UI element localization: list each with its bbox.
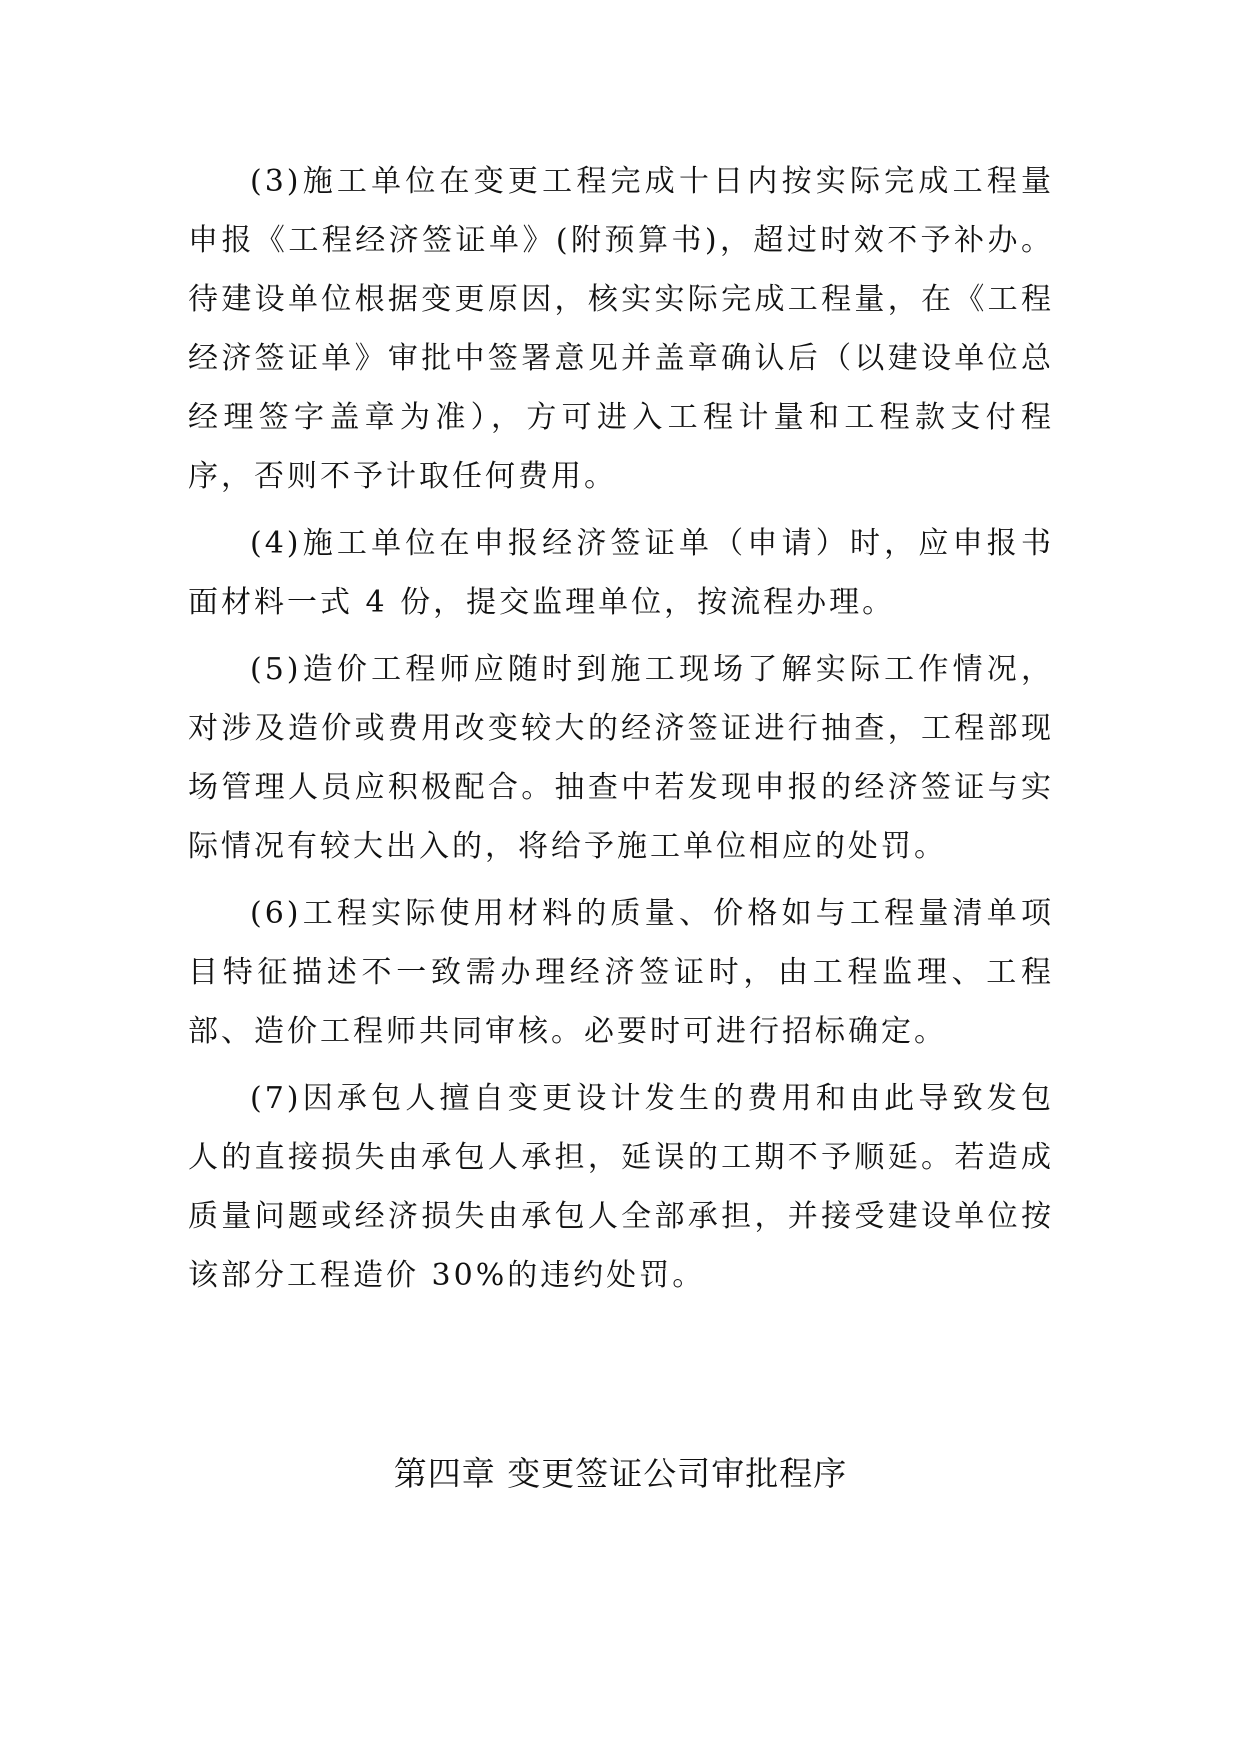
paragraph-item-3: (3)施工单位在变更工程完成十日内按实际完成工程量申报《工程经济签证单》(附预算书)，超过时效不予补办。待建设单位根据变更原因，核实实际完成工程量，在《工程经济签证单》审批中签署意见并盖章确认后（以建设单位总经理签字盖章为准），方可进入工程计量和工程款支付程序，否则不予计取任何费用。 bbox=[188, 164, 1054, 494]
chapter-heading: 第四章 变更签证公司审批程序 bbox=[393, 1454, 848, 1493]
paragraph-item-4: (4)施工单位在申报经济签证单（申请）时，应申报书面材料一式 4 份，提交监理单位，按流程办理。 bbox=[188, 526, 1054, 620]
paragraph-item-7: (7)因承包人擅自变更设计发生的费用和由此导致发包人的直接损失由承包人承担，延误的工期不予顺延。若造成质量问题或经济损失由承包人全部承担，并接受建设单位按该部分工程造价 30%的违约处罚。 bbox=[188, 1081, 1054, 1293]
body-text bbox=[188, 152, 1054, 1305]
paragraph-item-6: (6)工程实际使用材料的质量、价格如与工程量清单项目特征描述不一致需办理经济签证时，由工程监理、工程部、造价工程师共同审核。必要时可进行招标确定。 bbox=[188, 896, 1054, 1049]
paragraph-item-5: (5)造价工程师应随时到施工现场了解实际工作情况，对涉及造价或费用改变较大的经济签证进行抽查，工程部现场管理人员应积极配合。抽查中若发现申报的经济签证与实际情况有较大出入的，将给予施工单位相应的处罚。 bbox=[188, 652, 1054, 864]
